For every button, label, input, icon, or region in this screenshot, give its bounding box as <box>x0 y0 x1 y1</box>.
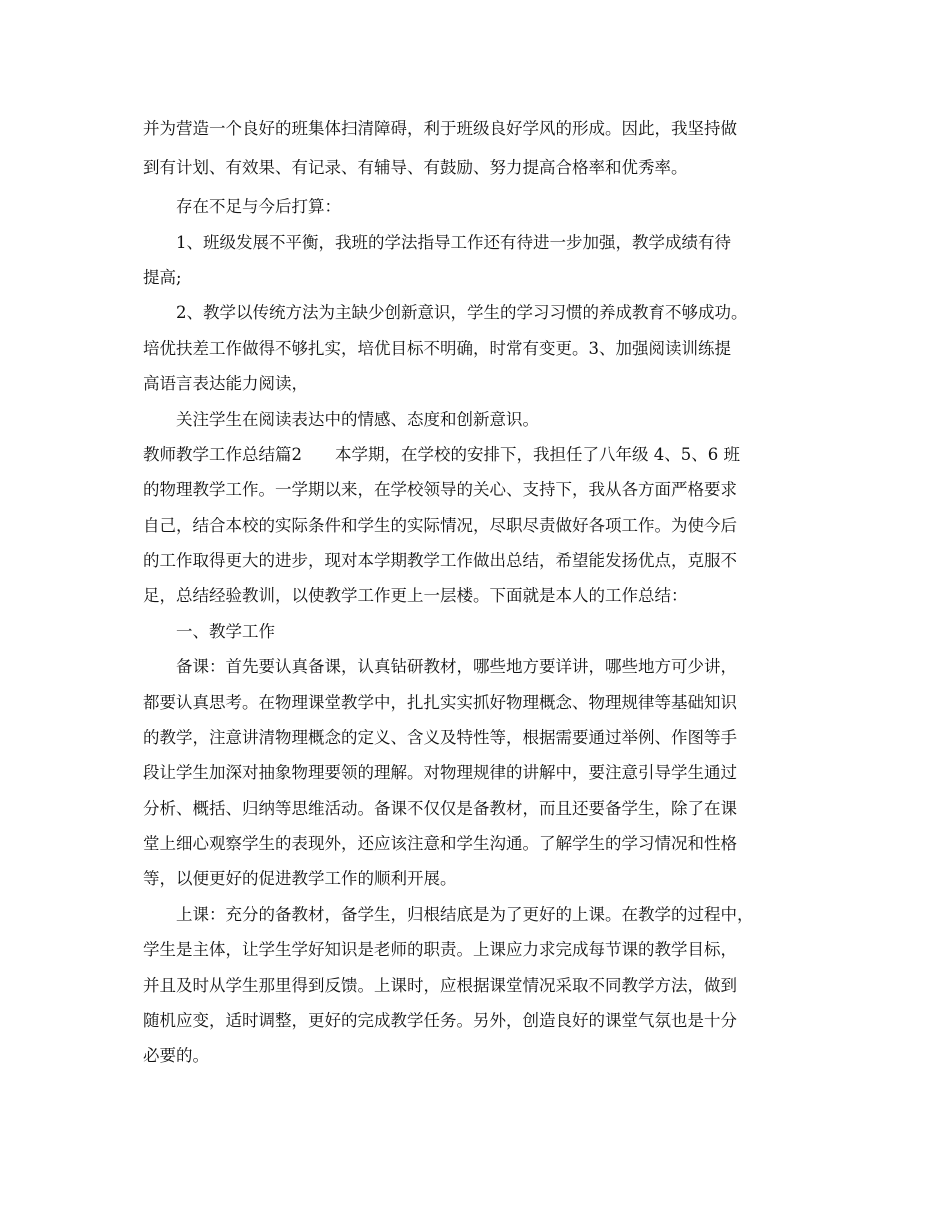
text-line: 1、班级发展不平衡，我班的学法指导工作还有待进一步加强，教学成绩有待 <box>176 233 731 252</box>
text-line: 都要认真思考。在物理课堂教学中，扎扎实实抓好物理概念、物理规律等基础知识 <box>143 693 737 712</box>
section-heading: 存在不足与今后打算： <box>176 197 341 216</box>
text-line: 并为营造一个良好的班集体扫清障碍，利于班级良好学风的形成。因此，我坚持做 <box>143 119 737 138</box>
section-title-line: 教师教学工作总结篇2 本学期，在学校的安排下，我担任了八年级 4、5、6 班 <box>143 445 740 464</box>
text-line: 的物理教学工作。一学期以来，在学校领导的关心、支持下，我从各方面严格要求 <box>143 480 737 499</box>
text-line: 堂上细心观察学生的表现外，还应该注意和学生沟通。了解学生的学习情况和性格 <box>143 834 737 853</box>
text-line: 必要的。 <box>143 1046 209 1065</box>
section-heading: 一、教学工作 <box>176 622 275 641</box>
text-line: 学生是主体，让学生学好知识是老师的职责。上课应力求完成每节课的教学目标， <box>143 940 737 959</box>
text-line: 足，总结经验教训，以使教学工作更上一层楼。下面就是本人的工作总结： <box>143 586 688 605</box>
text-line: 上课：充分的备教材，备学生，归根结底是为了更好的上课。在教学的过程中， <box>176 905 754 924</box>
text-line: 提高; <box>143 268 182 287</box>
text-line: 高语言表达能力阅读， <box>143 374 308 393</box>
text-line: 的教学，注意讲清物理概念的定义、含义及特性等，根据需要通过举例、作图等手 <box>143 728 737 747</box>
text-line: 的工作取得更大的进步，现对本学期教学工作做出总结，希望能发扬优点，克服不 <box>143 551 737 570</box>
text-line: 并且及时从学生那里得到反馈。上课时，应根据课堂情况采取不同教学方法，做到 <box>143 976 737 995</box>
text-line: 2、教学以传统方法为主缺少创新意识，学生的学习习惯的养成教育不够成功。 <box>176 303 748 322</box>
text-line: 培优扶差工作做得不够扎实，培优目标不明确，时常有变更。3、加强阅读训练提 <box>143 339 731 358</box>
text-line: 等，以便更好的促进教学工作的顺利开展。 <box>143 869 457 888</box>
text-line: 关注学生在阅读表达中的情感、态度和创新意识。 <box>176 410 539 429</box>
text-line: 到有计划、有效果、有记录、有辅导、有鼓励、努力提高合格率和优秀率。 <box>143 158 688 177</box>
text-line: 自己，结合本校的实际条件和学生的实际情况，尽职尽责做好各项工作。为使今后 <box>143 516 737 535</box>
text-line: 备课：首先要认真备课，认真钻研教材，哪些地方要详讲，哪些地方可少讲， <box>176 657 737 676</box>
text-line: 段让学生加深对抽象物理要领的理解。对物理规律的讲解中，要注意引导学生通过 <box>143 763 737 782</box>
text-line: 分析、概括、归纳等思维活动。备课不仅仅是备教材，而且还要备学生，除了在课 <box>143 799 737 818</box>
text-line: 随机应变，适时调整，更好的完成教学任务。另外，创造良好的课堂气氛也是十分 <box>143 1011 737 1030</box>
